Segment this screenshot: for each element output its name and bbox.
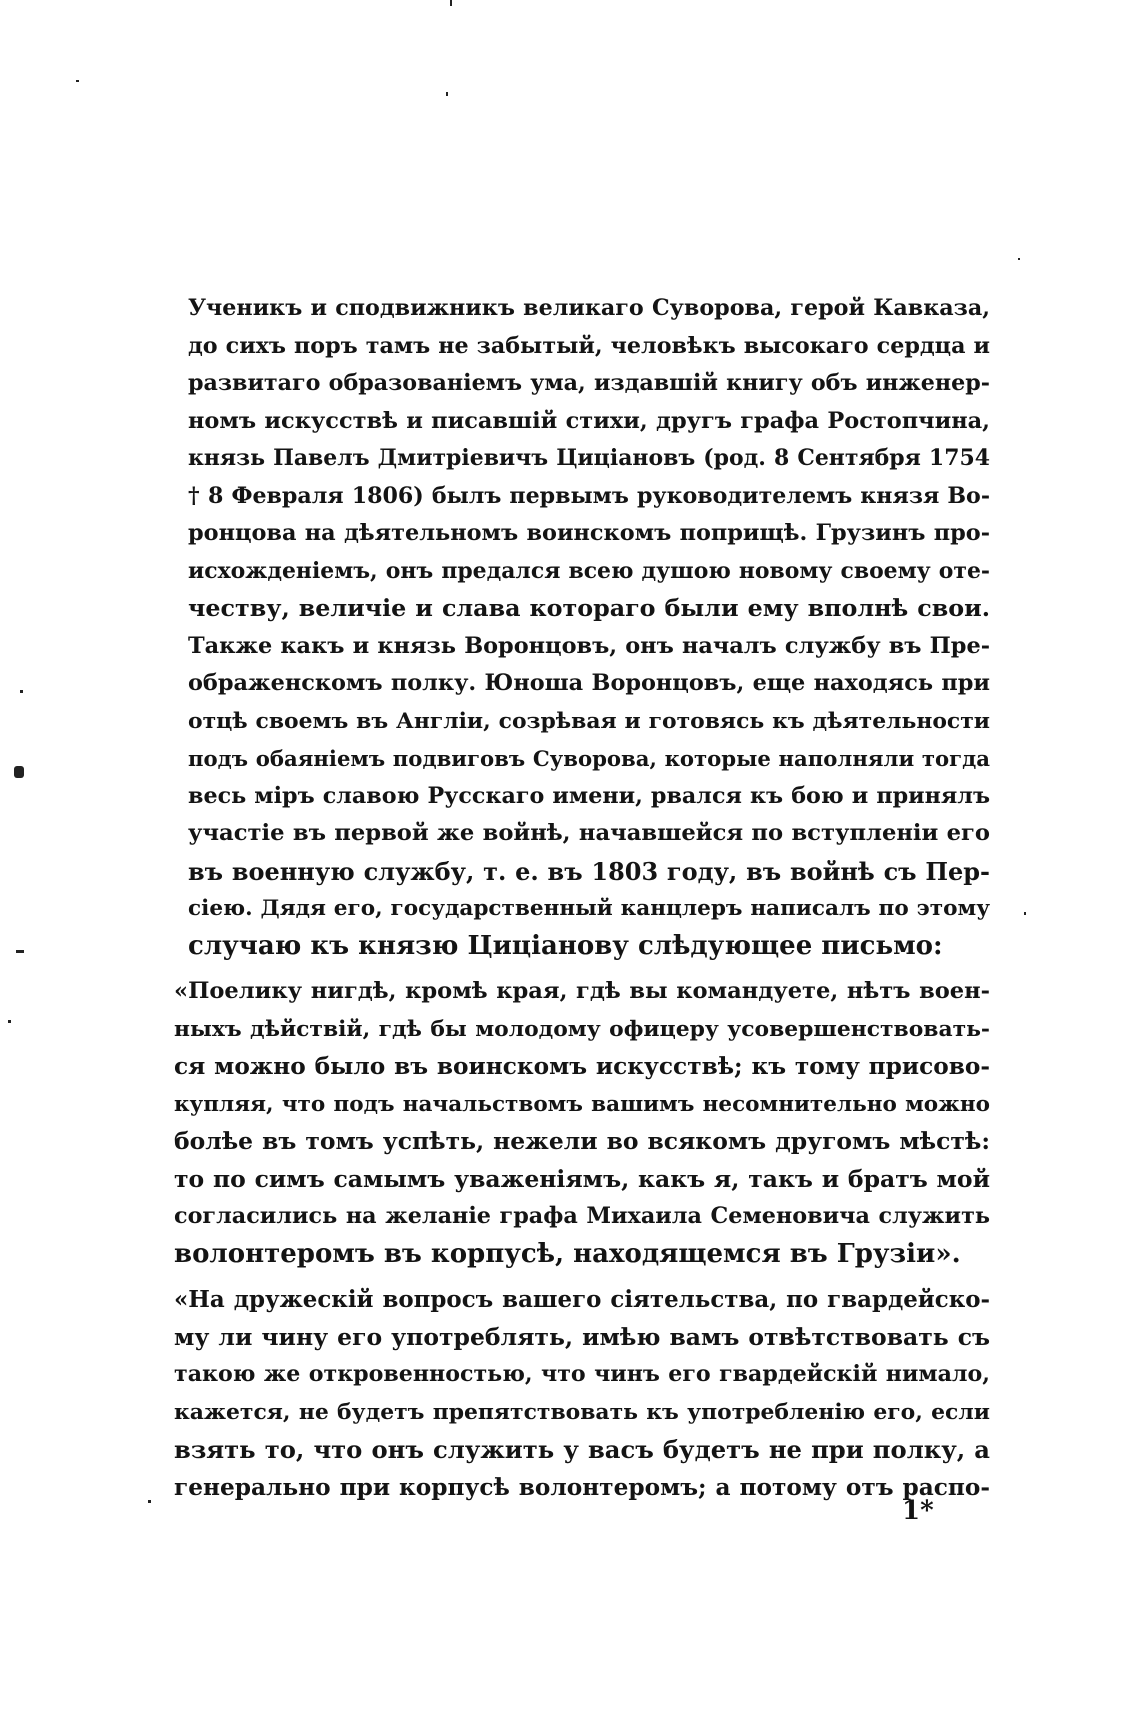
text-line: подъ обаяніемъ подвиговъ Суворова, которые наполняли тогда xyxy=(188,746,990,771)
text-line: до сихъ поръ тамъ не забытый, человѣкъ высокаго сердца и xyxy=(188,332,990,359)
print-speck xyxy=(14,766,24,778)
text-line: му ли чину его употреблять, имѣю вамъ отвѣтствовать съ xyxy=(174,1322,990,1351)
text-line: ображенскомъ полку. Юноша Воронцовъ, еще находясь при xyxy=(188,670,990,696)
body-text xyxy=(150,290,990,1506)
quote-paragraph xyxy=(150,1281,990,1506)
text-line: кажется, не будетъ препятствовать къ употребленію его, если xyxy=(174,1398,990,1425)
text-line: весь міръ славою Русскаго имени, рвался къ бою и принялъ xyxy=(188,782,990,809)
text-line: «Поелику нигдѣ, кромѣ края, гдѣ вы командуете, нѣтъ воен- xyxy=(174,978,990,1004)
text-line: исхожденіемъ, онъ предался всею душою новому своему оте- xyxy=(188,557,990,584)
text-line: Также какъ и князь Воронцовъ, онъ началъ службу въ Пре- xyxy=(188,632,990,659)
text-line: ся можно было въ воинскомъ искусствѣ; къ тому присово- xyxy=(174,1053,990,1080)
text-line: ронцова на дѣятельномъ воинскомъ поприщѣ. Грузинъ про- xyxy=(188,520,990,546)
text-line: въ военную службу, т. е. въ 1803 году, въ войнѣ съ Пер- xyxy=(188,856,990,886)
text-line: взять то, что онъ служить у васъ будетъ не при полку, а xyxy=(174,1435,990,1464)
text-line: развитаго образованіемъ ума, издавшій книгу объ инженер- xyxy=(188,370,990,396)
text-line: князь Павелъ Дмитріевичъ Цицiановъ (род. 8 Сентября 1754 xyxy=(188,445,990,471)
print-speck xyxy=(446,92,448,96)
print-speck xyxy=(76,80,79,82)
print-speck xyxy=(8,1020,11,1023)
text-line: согласились на желаніе графа Михаила Семеновича служить xyxy=(174,1203,990,1229)
print-speck xyxy=(20,690,23,693)
quote-paragraph xyxy=(150,973,990,1273)
print-speck xyxy=(1018,258,1020,260)
page-number: 1* xyxy=(902,1496,934,1526)
print-speck xyxy=(16,950,24,953)
text-line: случаю къ князю Цицiанову слѣдующее письмо: xyxy=(188,930,943,961)
text-line: болѣе въ томъ успѣть, нежели во всякомъ другомъ мѣстѣ: xyxy=(174,1127,990,1155)
text-line: то по симъ самымъ уваженіямъ, какъ я, такъ и братъ мой xyxy=(174,1164,990,1193)
text-line: купляя, что подъ начальствомъ вашимъ несомнительно можно xyxy=(174,1091,990,1117)
print-speck xyxy=(450,0,452,6)
text-line: ныхъ дѣйствій, гдѣ бы молодому офицеру усовершенствовать- xyxy=(174,1015,990,1042)
text-line: участіе въ первой же войнѣ, начавшейся по вступленіи его xyxy=(188,820,990,846)
text-line: номъ искусствѣ и писавшій стихи, другъ графа Ростопчина, xyxy=(188,407,990,434)
text-line: волонтеромъ въ корпусѣ, находящемся въ Грузіи». xyxy=(174,1238,961,1269)
text-line: генерально при корпусѣ волонтеромъ; а потому отъ распо- xyxy=(174,1473,990,1501)
text-line: такою же откровенностью, что чинъ его гвардейскій нимало, xyxy=(174,1361,990,1387)
text-line: отцѣ своемъ въ Англіи, созрѣвая и готовясь къ дѣятельности xyxy=(188,707,990,734)
print-speck xyxy=(1024,912,1026,915)
text-line: сіею. Дядя его, государственный канцлеръ написалъ по этому xyxy=(188,896,990,921)
text-line: † 8 Февраля 1806) былъ первымъ руководителемъ князя Во- xyxy=(188,482,990,509)
text-line: Ученикъ и сподвижникъ великаго Суворова, герой Кавказа, xyxy=(188,295,990,321)
text-line: «На дружескій вопросъ вашего сіятельства, по гвардейско- xyxy=(174,1286,990,1313)
text-line: честву, величіе и слава котораго были ему вполнѣ свои. xyxy=(188,594,990,622)
paragraph xyxy=(150,290,990,965)
